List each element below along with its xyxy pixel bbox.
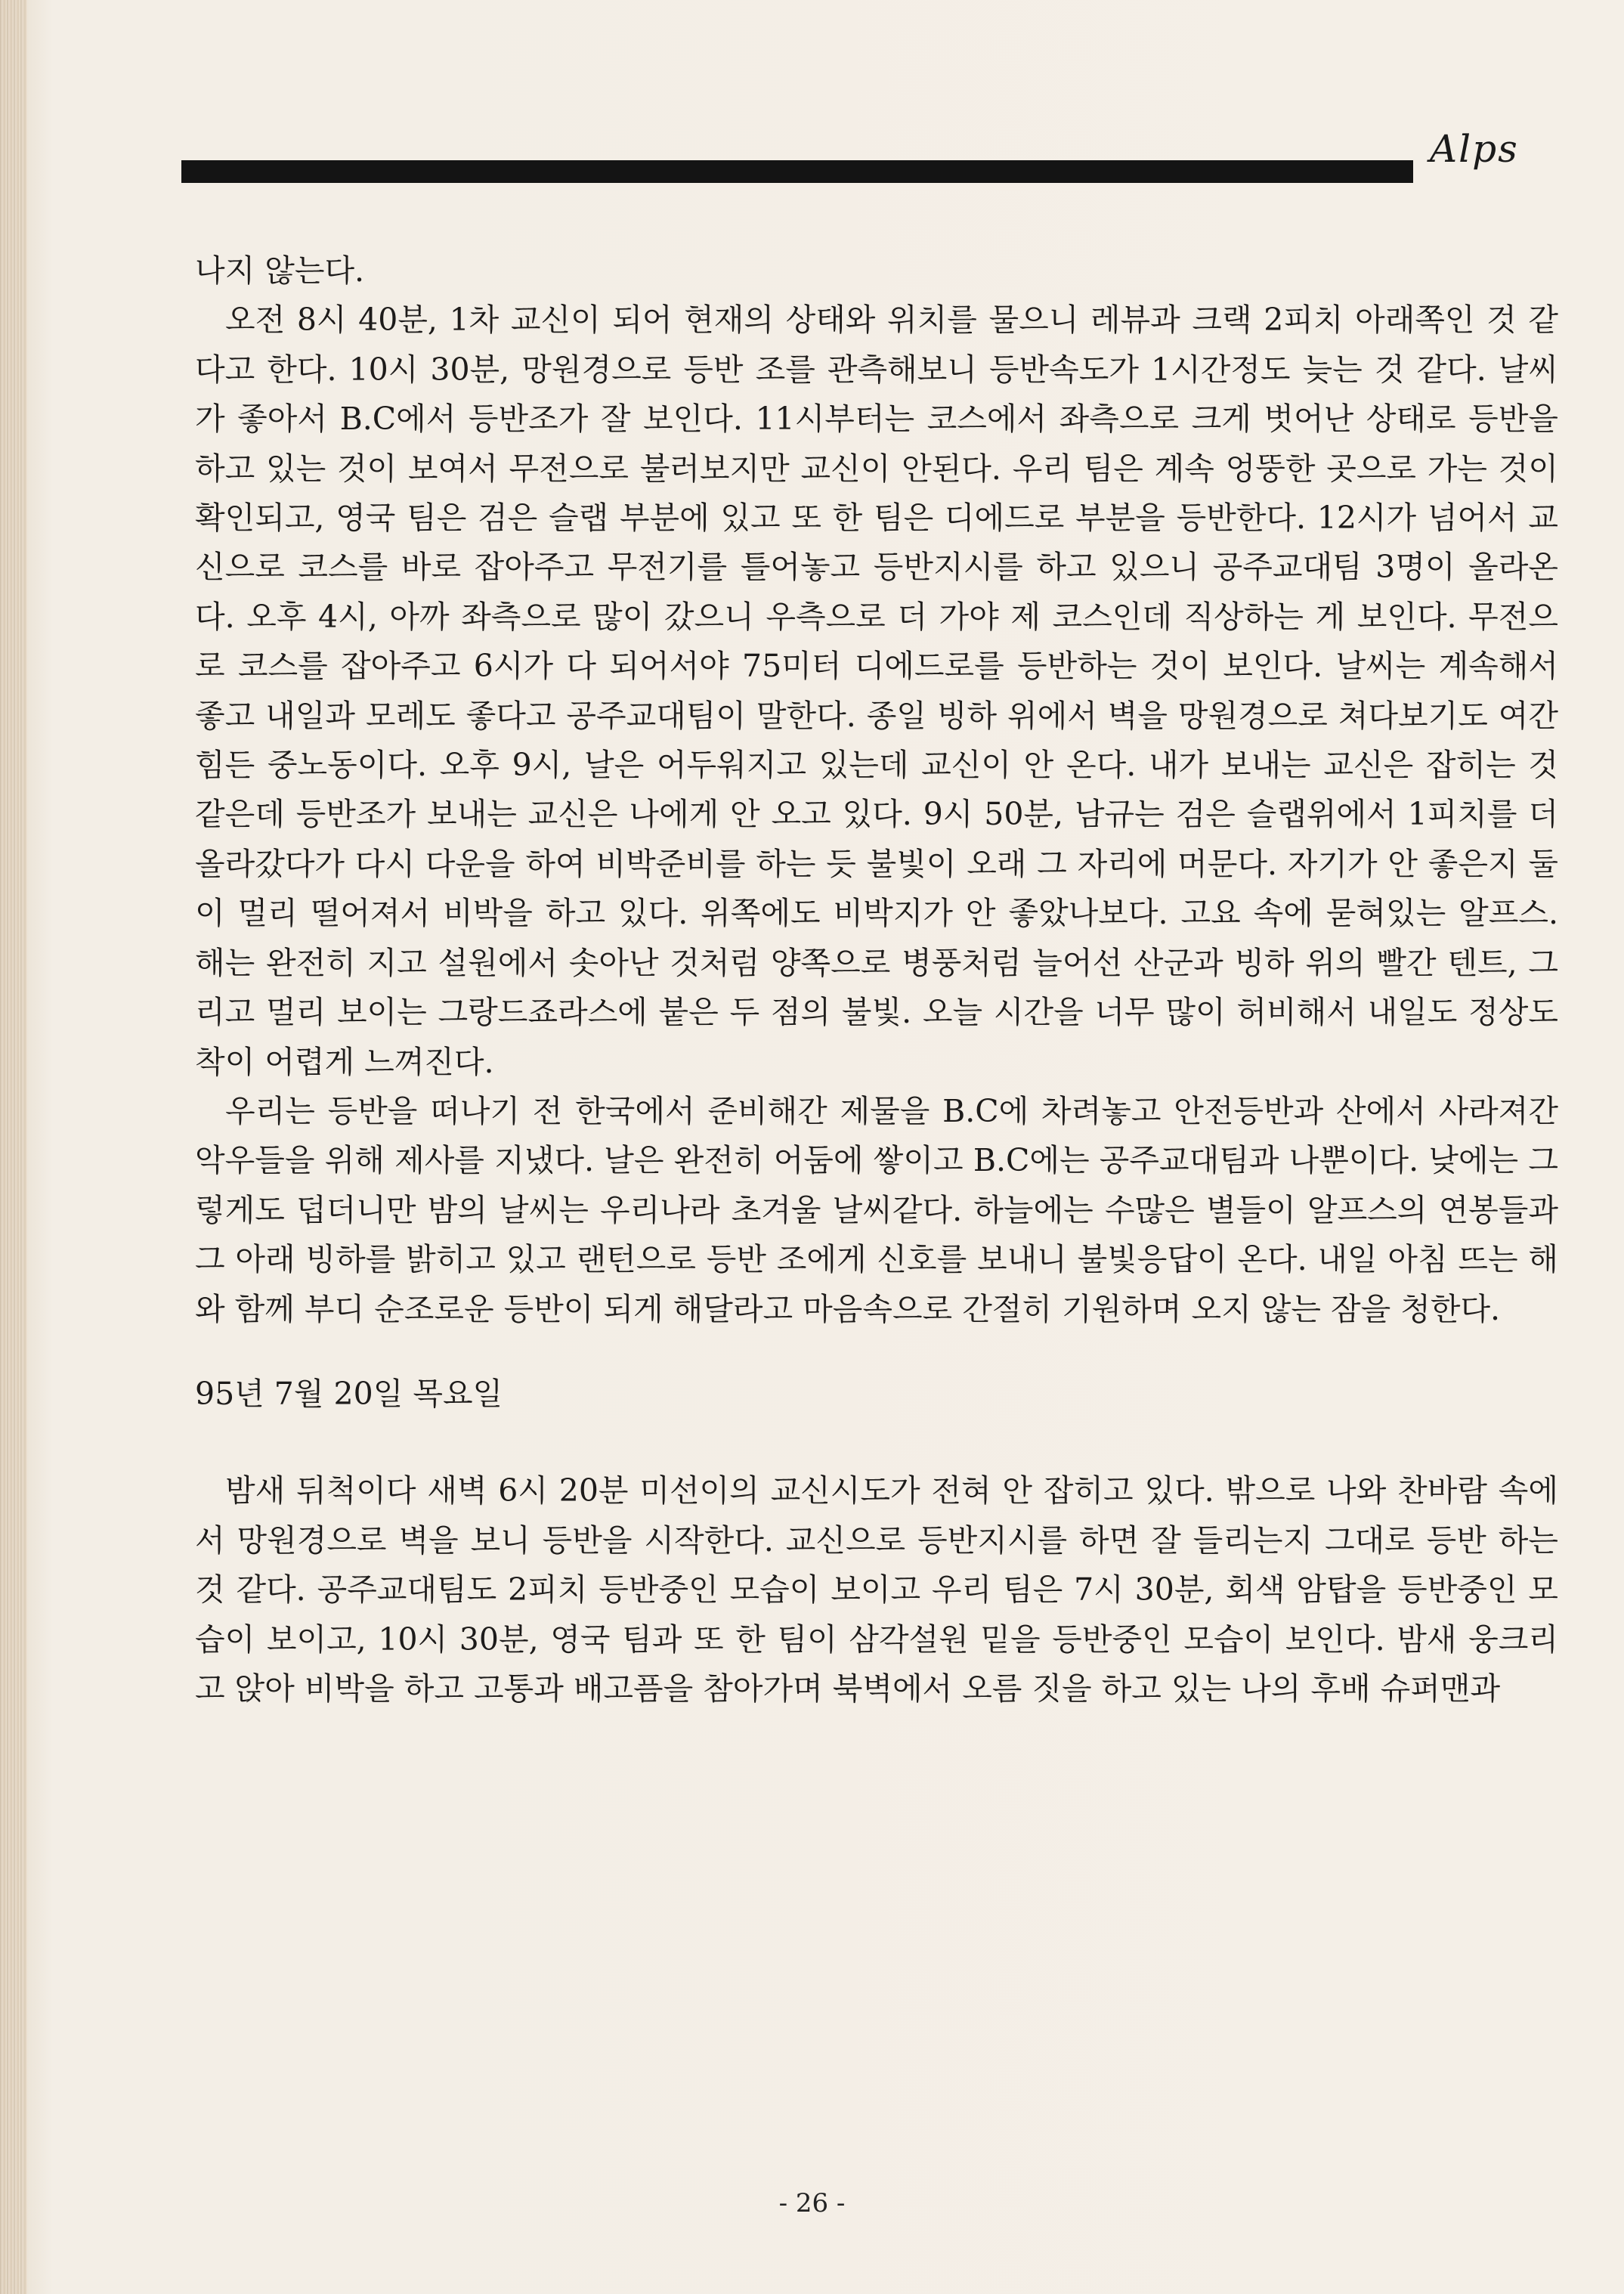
paragraph-continuation: 나지 않는다. (195, 252, 365, 289)
body-text (195, 246, 1558, 1714)
paragraph: 우리는 등반을 떠나기 전 한국에서 준비해간 제물을 B.C에 차려놓고 안전등반과 산에서 사라져간 악우들을 위해 제사를 지냈다. 날은 완전히 어둠에 쌓이고 B.C에는 공주교대팀과 나뿐이다. 낮에는 그렇게도 덥더니만 밤의 날씨는 우리나라 초겨울 날씨같다. 하늘에는 수많은 별들이 알프스의 연봉들과 그 아래 빙하를 밝히고 있고 랜턴으로 등반 조에게 신호를 보내니 불빛응답이 온다. 내일 아침 뜨는 해와 함께 부디 순조로운 등반이 되게 해달라고 마음속으로 간절히 기원하며 오지 않는 잠을 청한다. (195, 1092, 1558, 1327)
page-number: - 26 - (778, 2188, 846, 2218)
paragraph: 밤새 뒤척이다 새벽 6시 20분 미선이의 교신시도가 전혀 안 잡히고 있다. 밖으로 나와 찬바람 속에서 망원경으로 벽을 보니 등반을 시작한다. 교신으로 등반지시를 하면 잘 들리는지 그대로 등반 하는 것 같다. 공주교대팀도 2피치 등반중인 모습이 보이고 우리 팀은 7시 30분, 회색 암탑을 등반중인 모습이 보이고, 10시 30분, 영국 팀과 또 한 팀이 삼각설원 밑을 등반중인 모습이 보인다. 밤새 웅크리고 앉아 비박을 하고 고통과 배고픔을 참아가며 북벽에서 오름 짓을 하고 있는 나의 후배 슈퍼맨과 (195, 1472, 1558, 1707)
page-edge-shadow (0, 0, 27, 2294)
header-rule (181, 160, 1413, 183)
header-logo: Alps (1430, 127, 1519, 171)
diary-date-heading: 95년 7월 20일 목요일 (195, 1375, 503, 1412)
paragraph: 오전 8시 40분, 1차 교신이 되어 현재의 상태와 위치를 물으니 레뷰과 크랙 2피치 아래쪽인 것 같다고 한다. 10시 30분, 망원경으로 등반 조를 관측해보니 등반속도가 1시간정도 늦는 것 같다. 날씨가 좋아서 B.C에서 등반조가 잘 보인다. 11시부터는 코스에서 좌측으로 크게 벗어난 상태로 등반을 하고 있는 것이 보여서 무전으로 불러보지만 교신이 안된다. 우리 팀은 계속 엉뚱한 곳으로 가는 것이 확인되고, 영국 팀은 검은 슬랩 부분에 있고 또 한 팀은 디에드로 부분을 등반한다. 12시가 넘어서 교신으로 코스를 바로 잡아주고 무전기를 틀어놓고 등반지시를 하고 있으니 공주교대팀 3명이 올라온다. 오후 4시, 아까 좌측으로 많이 갔으니 우측으로 더 가야 제 코스인데 직상하는 게 보인다. 무전으로 코스를 잡아주고 6시가 다 되어서야 75미터 디에드로를 등반하는 것이 보인다. 날씨는 계속해서 좋고 내일과 모레도 좋다고 공주교대팀이 말한다. 종일 빙하 위에서 벽을 망원경으로 쳐다보기도 여간 힘든 중노동이다. 오후 9시, 날은 어두워지고 있는데 교신이 안 온다. 내가 보내는 교신은 잡히는 것 같은데 등반조가 보내는 교신은 나에게 안 오고 있다. 9시 50분, 남규는 검은 슬랩위에서 1피치를 더 올라갔다가 다시 다운을 하여 비박준비를 하는 듯 불빛이 오래 그 자리에 머문다. 자기가 안 좋은지 둘이 멀리 떨어져서 비박을 하고 있다. 위쪽에도 비박지가 안 좋았나보다. 고요 속에 묻혀있는 알프스. 해는 완전히 지고 설원에서 솟아난 것처럼 양쪽으로 병풍처럼 늘어선 산군과 빙하 위의 빨간 텐트, 그리고 멀리 보이는 그랑드죠라스에 붙은 두 점의 불빛. 오늘 시간을 너무 많이 허비해서 내일도 정상도착이 어렵게 느껴진다. (195, 302, 1558, 1080)
